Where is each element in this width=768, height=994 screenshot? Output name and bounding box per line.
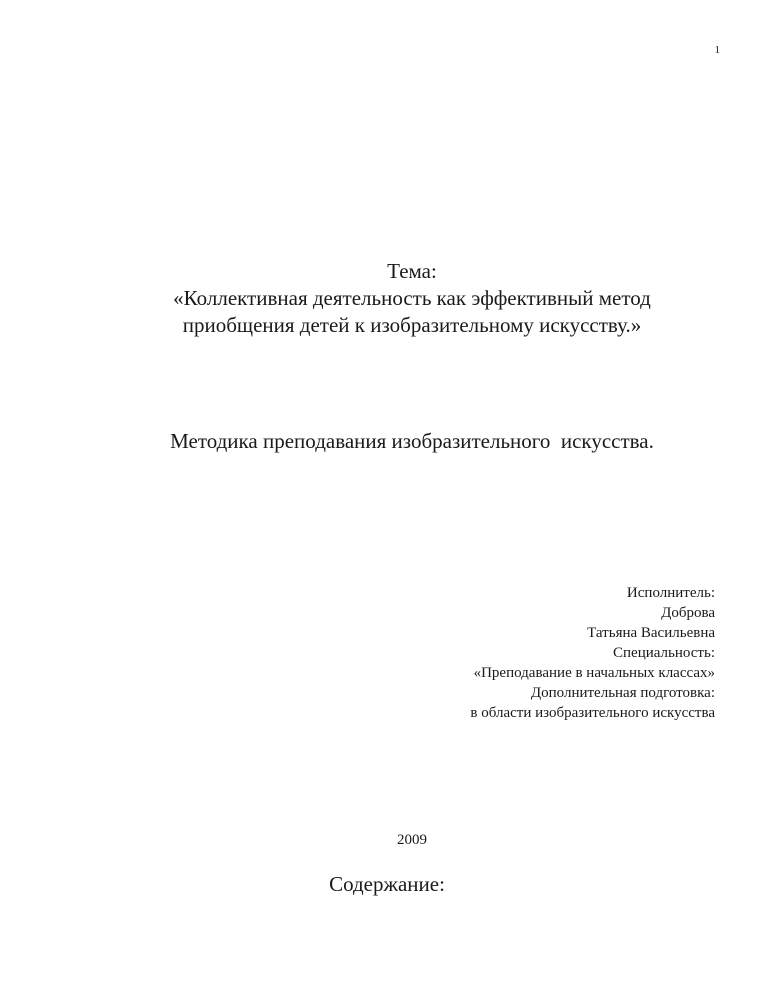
author-surname: Доброва xyxy=(661,605,715,621)
page-number: 1 xyxy=(714,44,720,56)
title-line-2: приобщения детей к изобразительному искусству.» xyxy=(182,313,642,337)
year: 2009 xyxy=(397,832,427,848)
contents-heading: Содержание: xyxy=(329,872,445,896)
title-line-1: «Коллективная деятельность как эффективный метод xyxy=(173,286,651,310)
specialty-label: Специальность: xyxy=(613,645,715,661)
extra-training-value: в области изобразительного искусства xyxy=(470,705,715,721)
title-label: Тема: xyxy=(387,259,437,283)
performer-label: Исполнитель: xyxy=(626,585,715,601)
title-block xyxy=(0,258,768,339)
specialty-value: «Преподавание в начальных классах» xyxy=(473,665,715,681)
author-block xyxy=(470,583,715,723)
subject-heading: Методика преподавания изобразительного искусства. xyxy=(170,429,654,453)
extra-training-label: Дополнительная подготовка: xyxy=(530,685,715,701)
author-name: Татьяна Васильевна xyxy=(587,625,715,641)
